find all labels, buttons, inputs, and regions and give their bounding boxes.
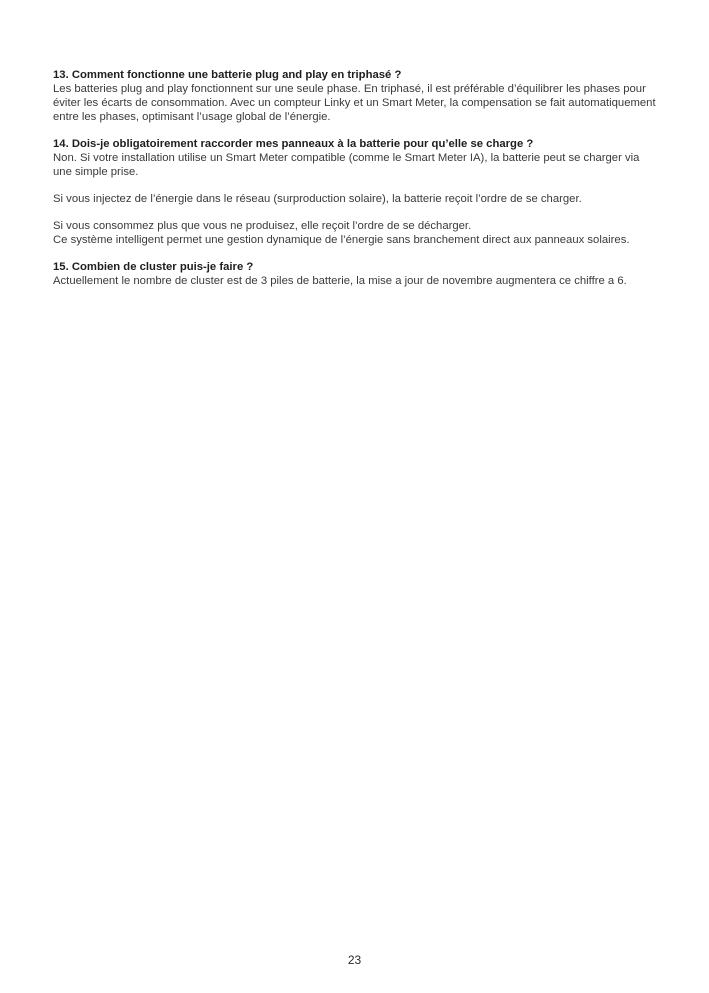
faq-question: 13. Comment fonctionne une batterie plug and play en triphasé ? xyxy=(53,69,402,81)
faq-item-14 xyxy=(53,137,657,247)
faq-answer-paragraph: Actuellement le nombre de cluster est de 3 piles de batterie, la mise a jour de novembre augmentera ce chiffre a 6. xyxy=(53,275,627,287)
document-page xyxy=(53,68,657,301)
faq-answer-paragraph: Ce système intelligent permet une gestion dynamique de l’énergie sans branchement direct aux panneaux solaires. xyxy=(53,234,630,246)
faq-item-15 xyxy=(53,260,657,288)
page-number: 23 xyxy=(347,953,362,967)
faq-question: 15. Combien de cluster puis-je faire ? xyxy=(53,261,254,273)
faq-answer-paragraph: Si vous consommez plus que vous ne produisez, elle reçoit l’ordre de se décharger. xyxy=(53,220,472,232)
faq-item-13 xyxy=(53,68,657,124)
faq-answer-paragraph: Les batteries plug and play fonctionnent sur une seule phase. En triphasé, il est préférable d’équilibrer les phases pour éviter les écarts de consommation. Avec un compteur Linky et un Smart Meter, la compensation se fait automatiquement entre les phases, optimisant l’usage global de l’énergie. xyxy=(53,83,656,123)
faq-question: 14. Dois-je obligatoirement raccorder mes panneaux à la batterie pour qu’elle se charge ? xyxy=(53,138,534,150)
faq-answer-paragraph: Si vous injectez de l’énergie dans le réseau (surproduction solaire), la batterie reçoit l’ordre de se charger. xyxy=(53,193,582,205)
faq-answer-paragraph: Non. Si votre installation utilise un Smart Meter compatible (comme le Smart Meter IA), la batterie peut se charger via une simple prise. xyxy=(53,152,640,178)
